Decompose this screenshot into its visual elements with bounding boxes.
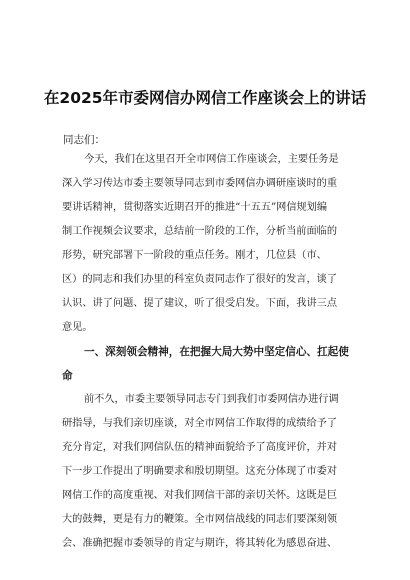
document-title: 在2025年市委网信办网信工作座谈会上的讲话 (43, 89, 367, 107)
paragraph-section-1 (62, 388, 350, 556)
paragraph-intro (62, 148, 350, 340)
paragraph-line: 今天，我们在这里召开全市网信工作座谈会，主要任务是 (84, 154, 339, 165)
heading-line: 命 (62, 370, 73, 382)
paragraph-line: 充分肯定，对我们网信队伍的精神面貌给予了高度评价，并对 (62, 442, 338, 453)
paragraph-line: 区）的同志和我们办里的科室负责同志作了很好的发言，谈了 (62, 274, 338, 285)
heading-line: 一、深刻领会精神，在把握大局大势中坚定信心、扛起使 (84, 346, 349, 358)
salutation: 同志们： (63, 134, 105, 146)
paragraph-line: 认识、讲了问题、提了建议，听了很受启发。下面，我讲三点 (62, 298, 338, 309)
paragraph-line: 前不久，市委主要领导同志专门到我们市委网信办进行调 (84, 394, 339, 405)
paragraph-line: 大的鼓舞，更是有力的鞭策。全市网信战线的同志们要深刻领 (62, 514, 338, 525)
paragraph-line: 意见。 (62, 322, 93, 333)
paragraph-line: 网信工作的高度重视、对我们网信干部的亲切关怀。这既是巨 (62, 490, 338, 501)
paragraph-line: 形势，研究部署下一阶段的重点任务。刚才，几位县（市、 (62, 250, 327, 261)
paragraph-line: 研指导，与我们亲切座谈，对全市网信工作取得的成绩给予了 (62, 418, 338, 429)
paragraph-line: 深入学习传达市委主要领导同志到市委网信办调研座谈时的重 (62, 178, 338, 189)
paragraph-line: 下一步工作提出了明确要求和殷切期望。这充分体现了市委对 (62, 466, 338, 477)
paragraph-line: 会、准确把握市委领导的肯定与期许，将其转化为感恩奋进、 (62, 538, 338, 549)
paragraph-line: 要讲话精神，贯彻落实近期召开的推进“十五五”网信规划编 (62, 202, 328, 213)
paragraph-line: 制工作视频会议要求，总结前一阶段的工作，分析当前面临的 (62, 226, 338, 237)
section-heading-1 (62, 340, 352, 388)
